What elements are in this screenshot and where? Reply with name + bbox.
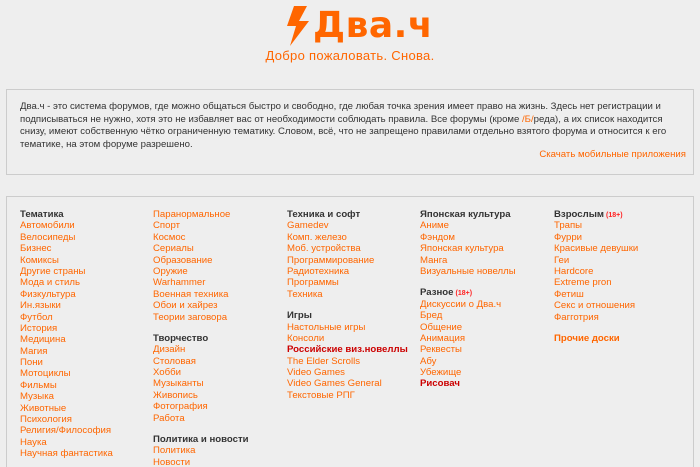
board-list-topics [20,220,113,459]
age-badge: (18+) [455,290,473,298]
board-link[interactable]: Текстовые РПГ [287,389,355,401]
board-list-games-2 [287,356,408,402]
column-adult [554,209,638,344]
board-link[interactable]: Магия [20,345,48,357]
section-title-politics: Политика и новости [153,434,249,446]
logo-text: Два.ч [313,5,434,46]
board-link[interactable]: Религия/Философия [20,425,112,437]
section-title-tech: Техника и софт [287,209,361,220]
board-link[interactable]: Аниме [420,220,449,232]
board-link[interactable]: Убежище [420,367,462,379]
board-list-games [287,322,408,345]
section-title-creativity: Творчество [153,332,209,344]
tagline: Добро пожаловать. Снова. [265,48,435,63]
board-link[interactable]: Спорт [153,220,180,232]
board-link[interactable]: Автомобили [20,220,75,232]
board-link[interactable]: Комиксы [20,254,59,266]
board-link[interactable]: Красивые девушки [554,243,639,255]
board-link[interactable]: Манга [420,254,448,266]
section-title-misc-label: Разное [420,287,454,299]
board-link[interactable]: Футбол [20,311,53,323]
boards-panel [6,196,694,467]
board-link[interactable]: Комп. железо [287,231,347,243]
board-list-tech [287,220,408,300]
board-link[interactable]: Музыканты [153,378,204,390]
board-link[interactable]: Дизайн [153,344,186,356]
about-text-part1: Два.ч - это система форумов, где можно общаться быстро и свободно, где любая точка зрения имеет право на жизнь. Здесь нет регистрации и подписываться не нужно, хотя это не избавляет вас от необходимости соблюдать правила. Все форумы (кроме [20,101,661,125]
board-link[interactable]: Фильмы [20,379,57,391]
section-title-adult-label: Взрослым [554,209,605,220]
section-title-adult [554,209,638,220]
board-link[interactable]: Хобби [153,367,181,379]
board-link[interactable]: Научная фантастика [20,448,113,460]
board-link[interactable]: Программирование [287,254,375,266]
board-list-misc [153,209,249,323]
board-link[interactable]: Video Games General [287,378,382,390]
board-link[interactable]: Политика [153,445,196,457]
board-link[interactable]: Музыка [20,391,54,403]
board-link[interactable]: Ин.языки [20,300,61,312]
board-link[interactable]: Японская культура [420,243,504,255]
b-board-link[interactable]: /Б/ [522,113,534,125]
board-link[interactable]: The Elder Scrolls [287,355,361,367]
column-japan [420,209,516,390]
board-link[interactable]: История [20,322,58,334]
board-link[interactable]: Фагготрия [554,311,599,323]
board-link[interactable]: Наука [20,436,47,448]
board-link[interactable]: Настольные игры [287,321,366,333]
board-link[interactable]: Консоли [287,332,325,344]
board-list-politics [153,445,249,467]
board-link[interactable]: Геи [554,254,570,266]
board-link[interactable]: Паранормальное [153,209,231,220]
column-tech [287,209,408,401]
column-misc-topics [153,209,249,467]
board-link[interactable]: Визуальные новеллы [420,265,516,277]
board-link[interactable]: Радиотехника [287,265,350,277]
board-link[interactable]: Анимация [420,332,466,344]
section-title-games: Игры [287,310,312,322]
board-link[interactable]: Hardcore [554,265,594,277]
age-badge: (18+) [606,212,623,219]
board-link[interactable]: Трапы [554,220,583,232]
board-list-japan [420,220,516,277]
mobile-apps-link[interactable]: Скачать мобильные приложения [539,149,686,160]
board-link[interactable]: Extreme pron [554,277,612,289]
section-title-japan: Японская культура [420,209,511,220]
board-link[interactable]: Физкультура [20,288,76,300]
board-link[interactable]: Warhammer [153,277,206,289]
spacer [287,300,408,310]
section-title-misc [420,287,516,298]
board-link-drawing[interactable]: Рисовач [420,378,460,390]
board-link[interactable]: Сериалы [153,243,194,255]
board-link[interactable]: Моб. устройства [287,243,361,255]
board-link[interactable]: Пони [20,357,43,369]
board-link[interactable]: Общение [420,321,463,333]
board-link[interactable]: Фэндом [420,231,456,243]
board-link[interactable]: Дискуссии о Два.ч [420,298,502,310]
board-link[interactable]: Video Games [287,367,345,379]
board-link[interactable]: Gamedev [287,220,329,232]
about-panel [6,89,694,175]
board-link[interactable]: Оружие [153,265,188,277]
board-link[interactable]: Абу [420,355,437,367]
board-link[interactable]: Образование [153,254,213,266]
board-link[interactable]: Программы [287,277,339,289]
spacer [153,323,249,333]
board-link[interactable]: Другие страны [20,265,86,277]
board-link[interactable]: Живопись [153,389,198,401]
about-text [20,101,680,151]
board-link-russian-vn[interactable]: Российские виз.новеллы [287,344,408,356]
spacer [153,424,249,434]
board-link[interactable]: Бизнес [20,243,52,255]
board-link[interactable]: Фурри [554,231,583,243]
board-link[interactable]: Секс и отношения [554,300,636,312]
board-link[interactable]: Техника [287,288,323,300]
site-header [0,0,700,80]
board-list-creativity [153,344,249,424]
board-link[interactable]: Психология [20,414,72,426]
board-list-misc2 [420,299,516,379]
site-logo[interactable] [285,4,433,48]
other-boards-link[interactable]: Прочие доски [554,332,620,344]
board-link[interactable]: Работа [153,412,185,424]
about-text-part2: реда), а их список находится снизу, имеют собственную чётко ограниченную тематику. Словом, всё, что не запрещено правилами отдельно взятого форума и относится к его тематике, на этом форуме разрешено. [20,113,667,150]
column-topics [20,209,113,460]
lightning-bolt-icon [285,6,311,46]
board-link[interactable]: Теории заговора [153,311,228,323]
board-link[interactable]: Обои и хайрез [153,300,218,312]
board-link[interactable]: Фотография [153,401,208,413]
board-link[interactable]: Космос [153,231,186,243]
board-link[interactable]: Медицина [20,334,66,346]
board-link[interactable]: Мода и стиль [20,277,80,289]
board-link[interactable]: Бред [420,310,443,322]
spacer [554,323,638,333]
board-link[interactable]: Мотоциклы [20,368,71,380]
board-link[interactable]: Велосипеды [20,231,76,243]
board-link[interactable]: Столовая [153,355,196,367]
section-title-topics: Тематика [20,209,64,220]
spacer [420,277,516,287]
board-link[interactable]: Фетиш [554,288,584,300]
board-link[interactable]: Реквесты [420,344,462,356]
board-list-adult [554,220,638,323]
board-link[interactable]: Новости [153,456,191,467]
board-link[interactable]: Животные [20,402,67,414]
board-link[interactable]: Военная техника [153,288,229,300]
